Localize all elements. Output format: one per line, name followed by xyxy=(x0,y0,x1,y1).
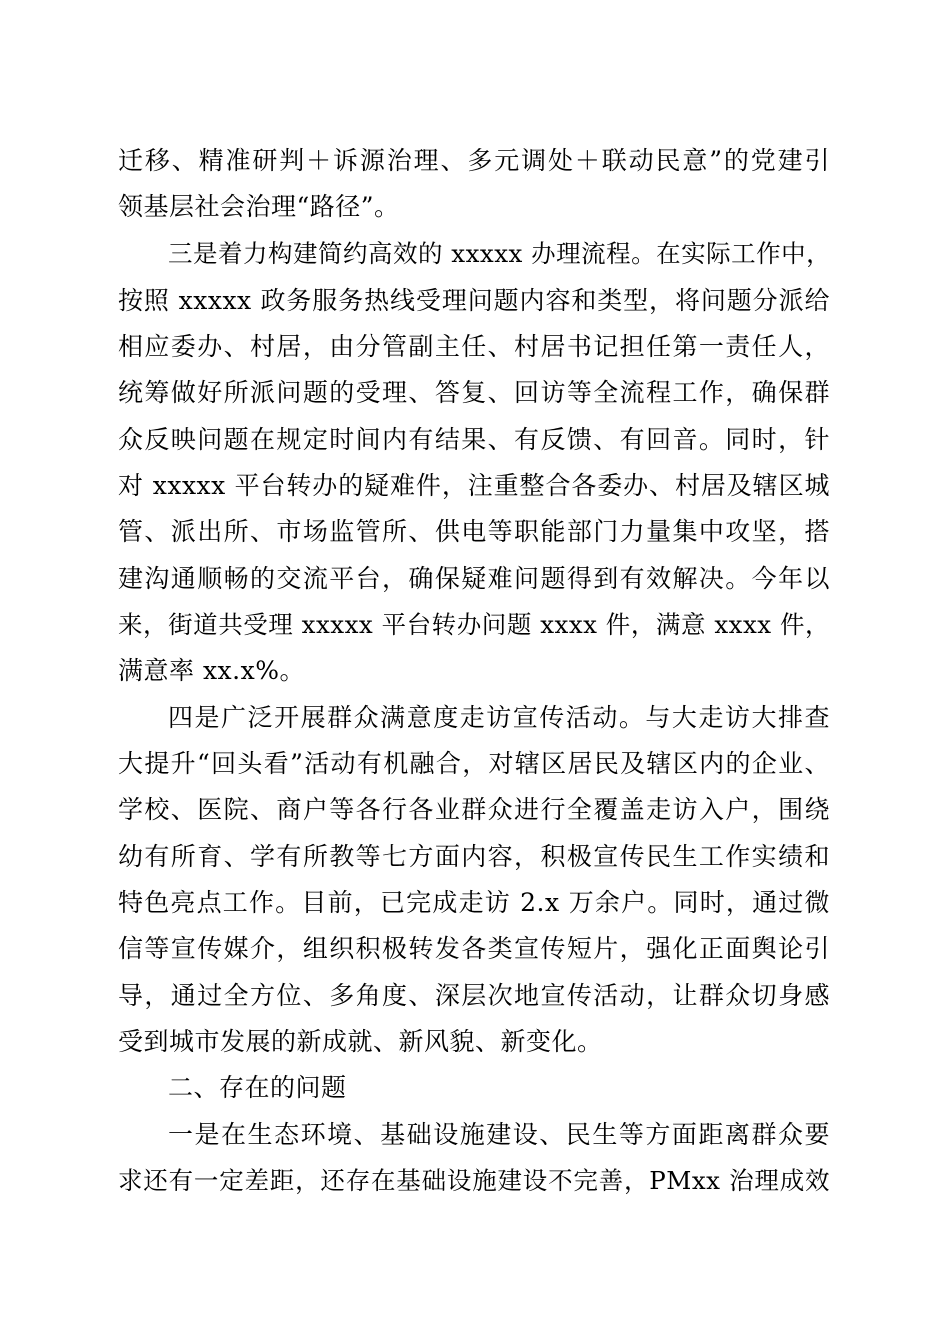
paragraph-line: 迁移、精准研判＋诉源治理、多元调处＋联动民意”的党建引 xyxy=(118,146,830,175)
paragraph-line: 相应委办、村居，由分管副主任、村居书记担任第一责任人， xyxy=(118,332,830,361)
paragraph-line: 幼有所育、学有所教等七方面内容，积极宣传民生工作实绩和 xyxy=(118,842,830,871)
paragraph-line: 对 xxxxx 平台转办的疑难件，注重整合各委办、村居及辖区城 xyxy=(118,471,830,500)
paragraph-line: 满意率 xx.x%。 xyxy=(118,656,305,685)
paragraph-line: 管、派出所、市场监管所、供电等职能部门力量集中攻坚，搭 xyxy=(118,517,830,546)
paragraph-line: 导，通过全方位、多角度、深层次地宣传活动，让群众切身感 xyxy=(118,981,830,1010)
paragraph-line: 按照 xxxxx 政务服务热线受理问题内容和类型，将问题分派给 xyxy=(118,286,830,315)
paragraph-line: 信等宣传媒介，组织积极转发各类宣传短片，强化正面舆论引 xyxy=(118,934,830,963)
paragraph-line: 大提升“回头看”活动有机融合，对辖区居民及辖区内的企业、 xyxy=(118,749,830,778)
paragraph-line: 三是着力构建简约高效的 xxxxx 办理流程。在实际工作中， xyxy=(168,239,832,268)
paragraph-line: 领基层社会治理“路径”。 xyxy=(118,192,400,221)
paragraph-line: 受到城市发展的新成就、新风貌、新变化。 xyxy=(118,1027,603,1056)
paragraph-line: 学校、医院、商户等各行各业群众进行全覆盖走访入户，围绕 xyxy=(118,795,830,824)
paragraph-line: 统筹做好所派问题的受理、答复、回访等全流程工作，确保群 xyxy=(118,378,830,407)
paragraph-line: 一是在生态环境、基础设施建设、民生等方面距离群众要 xyxy=(168,1120,830,1149)
paragraph-line: 求还有一定差距，还存在基础设施建设不完善，PMxx 治理成效 xyxy=(118,1166,830,1195)
section-heading: 二、存在的问题 xyxy=(168,1073,347,1102)
paragraph-line: 四是广泛开展群众满意度走访宣传活动。与大走访大排查 xyxy=(168,703,830,732)
paragraph-line: 来，街道共受理 xxxxx 平台转办问题 xxxx 件，满意 xxxx 件， xyxy=(118,610,830,639)
paragraph-line: 特色亮点工作。目前，已完成走访 2.x 万余户。同时，通过微 xyxy=(118,888,830,917)
paragraph-line: 建沟通顺畅的交流平台，确保疑难问题得到有效解决。今年以 xyxy=(118,564,830,593)
paragraph-line: 众反映问题在规定时间内有结果、有反馈、有回音。同时，针 xyxy=(118,425,830,454)
